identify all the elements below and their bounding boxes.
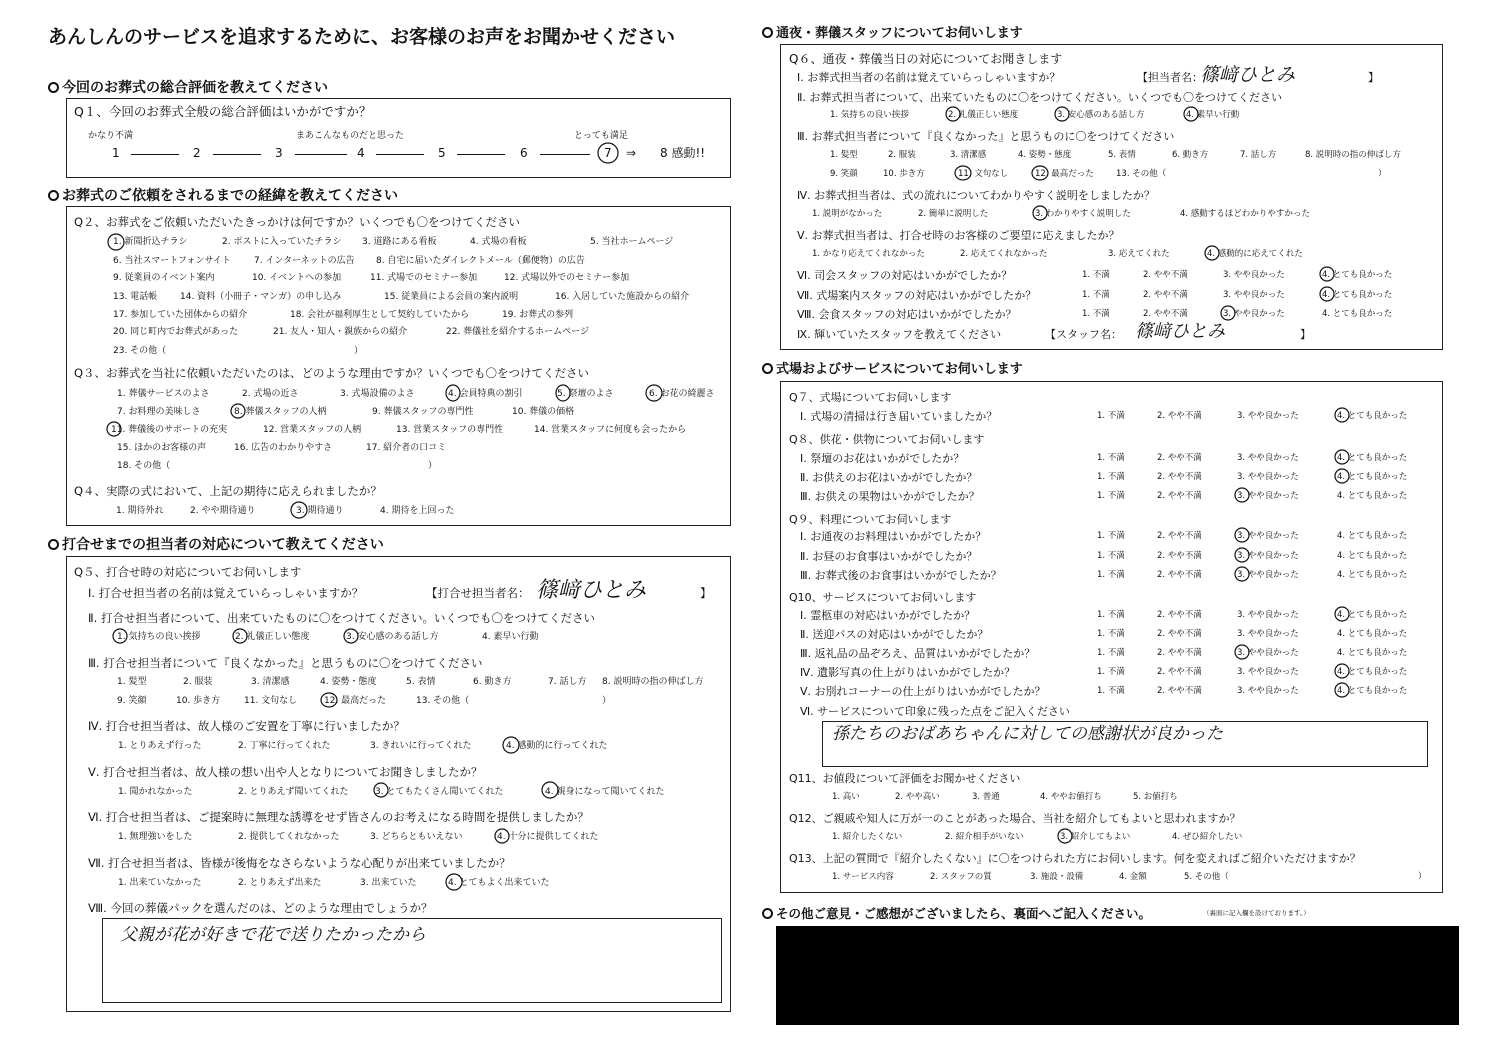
q2-option[interactable]: 6. 当社スマートフォンサイト <box>113 256 231 266</box>
q3-option[interactable]: 11. 葬儀後のサポートの充実 <box>111 425 228 435</box>
q5-i2-text: Ⅱ. 打合せ担当者について、出来ていたものに〇をつけてください。いくつでも〇をつけてください <box>88 611 596 625</box>
q6-i3-option-selected[interactable]: 12. 最高だった <box>1035 169 1094 179</box>
q5-i4-option[interactable]: 1. とりあえず行った <box>118 741 202 751</box>
q6-i3-option-selected[interactable]: 11. 文句なし <box>958 169 1009 179</box>
q2-option[interactable]: 7. インターネットの広告 <box>254 256 355 266</box>
q2-option[interactable]: 2. ポストに入っていたチラシ <box>222 237 342 247</box>
q5-i6-option-selected[interactable]: 4. 十分に提供してくれた <box>497 832 599 842</box>
q11-option[interactable]: 1. 高い <box>832 792 860 802</box>
rating-option[interactable]: 2. やや不満 <box>1157 453 1202 463</box>
q3-option[interactable]: 12. 営業スタッフの人柄 <box>263 425 362 435</box>
q5-i7-option-selected[interactable]: 4. とてもよく出来ていた <box>448 878 550 888</box>
q6-i3-option[interactable]: 8. 説明時の指の伸ばし方 <box>1305 150 1401 160</box>
rating-option[interactable]: 2. やや不満 <box>1157 491 1202 501</box>
q6-i4-text: Ⅳ. お葬式担当者は、式の流れについてわかりやすく説明をしましたか？ <box>797 189 1155 202</box>
q6-i1-text: Ⅰ. お葬式担当者の名前は覚えていらっしゃいますか？ <box>797 71 1061 84</box>
rating-option[interactable]: 3. やや良かった <box>1237 472 1299 482</box>
bullet-icon <box>762 363 773 374</box>
q6-i4-option[interactable]: 1. 説明がなかった <box>812 209 883 219</box>
rating-option[interactable]: 1. 不満 <box>1097 411 1125 421</box>
comments-note: （裏面に記入欄を設けております。） <box>1203 909 1310 917</box>
q3-option-other-close: ） <box>428 461 438 471</box>
rating-option[interactable]: 1. 不満 <box>1082 270 1110 280</box>
q5-i3-option[interactable]: 11. 文句なし <box>244 696 298 706</box>
q5-i3-option-other[interactable]: 13. その他（ <box>416 696 470 706</box>
rating-option-selected[interactable]: 4. とても良かった <box>1337 411 1408 421</box>
q3-option[interactable]: 9. 葬儀スタッフの専門性 <box>372 407 474 417</box>
rating-option[interactable]: 2. やや不満 <box>1157 629 1202 639</box>
q5-i6-option[interactable]: 1. 無理強いをした <box>118 832 193 842</box>
q5-i5-option-selected[interactable]: 4. 親身になって聞いてくれた <box>545 787 665 797</box>
rating-option[interactable]: 1. 不満 <box>1097 648 1125 658</box>
q6-i9-text: Ⅸ. 輝いていたスタッフを教えてください <box>797 328 1002 341</box>
rating-option[interactable]: 4. とても良かった <box>1337 629 1408 639</box>
section-header-overall: 今回のお葬式の総合評価を教えてください <box>48 80 328 97</box>
q6-i5-option[interactable]: 2. 応えてくれなかった <box>960 249 1048 259</box>
rating-option[interactable]: 2. やや不満 <box>1157 610 1202 620</box>
rating-option-selected[interactable]: 4. とても良かった <box>1337 453 1408 463</box>
q12-option[interactable]: 4. ぜひ紹介したい <box>1172 832 1243 842</box>
q5-i6-option[interactable]: 3. どちらともいえない <box>370 832 463 842</box>
rating-option[interactable]: 1. 不満 <box>1082 309 1110 319</box>
q5-i2-option[interactable]: 3. 安心感のある話し方 <box>346 632 439 642</box>
q10-item: Ⅳ. 遺影写真の仕上がりはいかがでしたか？ <box>800 666 1016 679</box>
scale-7-selected[interactable]: 7 <box>604 146 612 160</box>
q6-i5-option[interactable]: 3. 応えてくれた <box>1108 249 1170 259</box>
bracket-close: ） <box>602 696 612 706</box>
scale-6[interactable]: 6 <box>520 146 528 160</box>
q11-option[interactable]: 5. お値打ち <box>1133 792 1178 802</box>
q13-option-other[interactable]: 5. その他（ <box>1184 872 1229 882</box>
q2-option[interactable]: 16. 入居していた施設からの紹介 <box>555 292 690 302</box>
planner-name-handwritten[interactable]: 篠﨑ひとみ <box>536 578 647 603</box>
q3-option[interactable]: 6. お花の綺麗さ <box>649 389 715 399</box>
q2-option[interactable]: 1. 新聞折込チラシ <box>113 237 188 247</box>
q5-i3-option[interactable]: 6. 動き方 <box>473 677 512 687</box>
scale-1[interactable]: 1 <box>112 146 120 160</box>
q13-text: Q13、上記の質問で『紹介したくない』に〇をつけられた方にお伺いします。何を変えればご紹介いただけますか？ <box>789 852 1361 865</box>
q5-i3-text: Ⅲ. 打合せ担当者について『良くなかった』と思うものに〇をつけてください <box>88 656 483 670</box>
rating-option-selected[interactable]: 4. とても良かった <box>1322 290 1393 300</box>
section-header-planner: 打合せまでの担当者の対応について教えてください <box>48 537 384 554</box>
q2-option[interactable]: 14. 資料（小冊子・マンガ）の申し込み <box>180 292 342 302</box>
q2-option[interactable]: 3. 道路にある看板 <box>362 237 437 247</box>
q5-text: Q５、打合せ時の対応についてお伺いします <box>74 565 302 579</box>
q2-option-other-close: ） <box>354 346 364 356</box>
q2-option[interactable]: 4. 式場の看板 <box>470 237 527 247</box>
rating-option[interactable]: 1. 不満 <box>1097 551 1125 561</box>
scale-3[interactable]: 3 <box>275 146 283 160</box>
q6-i2-option[interactable]: 2. 礼儀正しい態度 <box>948 110 1019 120</box>
bullet-icon <box>762 908 773 919</box>
q5-i5-text: Ⅴ. 打合せ担当者は、故人様の想い出や人となりについてお聞きしましたか？ <box>88 765 483 779</box>
q2-option[interactable]: 8. 自宅に届いたダイレクトメール（郵便物）の広告 <box>376 256 585 266</box>
q5-i6-text: Ⅵ. 打合せ担当者は、ご提案時に無理な誘導をせず皆さんのお考えになる時間を提供しましたか？ <box>88 810 589 824</box>
q4-option[interactable]: 4. 期待を上回った <box>380 506 455 516</box>
rating-option[interactable]: 2. やや不満 <box>1157 411 1202 421</box>
rating-option-selected[interactable]: 3. やや良かった <box>1237 648 1299 658</box>
q9-item: Ⅲ. お葬式後のお食事はいかがでしたか？ <box>800 569 1002 582</box>
q2-text: Q２、お葬式をご依頼いただいたきっかけは何ですか？いくつでも〇をつけてください <box>74 215 521 229</box>
q5-i4-option[interactable]: 2. 丁寧に行ってくれた <box>238 741 331 751</box>
rating-option-selected[interactable]: 4. とても良かった <box>1337 686 1408 696</box>
rating-option[interactable]: 4. とても良かった <box>1337 551 1408 561</box>
rating-option-selected[interactable]: 4. とても良かった <box>1337 472 1408 482</box>
q8-item: Ⅲ. お供えの果物はいかがでしたか？ <box>800 490 980 503</box>
bullet-icon <box>762 27 773 38</box>
rating-option[interactable]: 1. 不満 <box>1097 610 1125 620</box>
q9-item: Ⅱ. お昼のお食事はいかがでしたか？ <box>800 550 978 563</box>
q5-i6-option[interactable]: 2. 提供してくれなかった <box>238 832 340 842</box>
q3-option[interactable]: 14. 営業スタッフに何度も会ったから <box>534 425 687 435</box>
q10-handwritten-answer[interactable]: 孫たちのおばあちゃんに対しての感謝状が良かった <box>832 724 1223 744</box>
q3-option[interactable]: 4. 会員特典の割引 <box>448 389 523 399</box>
scale-label-high: とっても満足 <box>574 131 628 141</box>
q9-item: Ⅰ. お通夜のお料理はいかがでしたか？ <box>800 530 987 543</box>
q2-option[interactable]: 22. 葬儀社を紹介するホームページ <box>446 327 589 337</box>
q5-i5-option[interactable]: 2. とりあえず聞いてくれた <box>238 787 349 797</box>
q6-i3-option[interactable]: 4. 姿勢・態度 <box>1018 150 1072 160</box>
q5-i8-handwritten-answer[interactable]: 父親が花が好きで花で送りたかったから <box>120 925 426 945</box>
page-title: あんしんのサービスを追求するために、お客様のお声をお聞かせください <box>48 26 676 48</box>
rating-option[interactable]: 2. やや不満 <box>1143 309 1188 319</box>
rating-option[interactable]: 1. 不満 <box>1097 531 1125 541</box>
q11-text: Q11、お値段について評価をお聞かせください <box>789 772 1021 785</box>
q9-text: Q９、料理についてお伺いします <box>789 513 952 526</box>
q6-i3-option[interactable]: 2. 服装 <box>888 150 916 160</box>
rating-option[interactable]: 3. やや良かった <box>1223 290 1285 300</box>
q11-option[interactable]: 3. 普通 <box>972 792 1000 802</box>
rating-option[interactable]: 2. やや不満 <box>1157 667 1202 677</box>
q3-text: Q３、お葬式を当社に依頼いただいたのは、どのような理由ですか？いくつでも〇をつけてください <box>74 366 590 380</box>
q5-i3-option[interactable]: 10. 歩き方 <box>176 696 221 706</box>
q2-option-other[interactable]: 23. その他（ <box>113 346 167 356</box>
q5-i2-option[interactable]: 2. 礼儀正しい態度 <box>235 632 310 642</box>
q12-option[interactable]: 2. 紹介相手がいない <box>945 832 1024 842</box>
q5-i3-option[interactable]: 7. 話し方 <box>548 677 587 687</box>
rating-option[interactable]: 4. とても良かった <box>1337 570 1408 580</box>
q2-option[interactable]: 15. 従業員による会員の案内説明 <box>384 292 519 302</box>
q2-option[interactable]: 13. 電話帳 <box>113 292 158 302</box>
q6-i3-option[interactable]: 10. 歩き方 <box>883 169 925 179</box>
q6-i3-option[interactable]: 3. 清潔感 <box>950 150 987 160</box>
q5-i3-option[interactable]: 1. 髪型 <box>117 677 147 687</box>
rating-option[interactable]: 2. やや不満 <box>1157 686 1202 696</box>
q2-option[interactable]: 10. イベントへの参加 <box>252 273 342 283</box>
q8-item: Ⅰ. 祭壇のお花はいかがでしたか？ <box>800 452 965 465</box>
q5-i4-option[interactable]: 3. きれいに行ってくれた <box>370 741 472 751</box>
q5-i7-option[interactable]: 3. 出来ていた <box>360 878 417 888</box>
q12-option[interactable]: 1. 紹介したくない <box>832 832 903 842</box>
rating-option[interactable]: 3. やや良かった <box>1223 270 1285 280</box>
q6-i3-option[interactable]: 7. 話し方 <box>1240 150 1277 160</box>
q2-option[interactable]: 20. 同じ町内でお葬式があった <box>113 327 239 337</box>
rating-option-selected[interactable]: 4. とても良かった <box>1337 610 1408 620</box>
q5-i2-option[interactable]: 4. 素早い行動 <box>482 632 539 642</box>
bullet-icon <box>48 82 59 93</box>
rating-option-selected[interactable]: 4. とても良かった <box>1337 667 1408 677</box>
rating-option[interactable]: 4. とても良かった <box>1337 491 1408 501</box>
q6-i2-text: Ⅱ. お葬式担当者について、出来ていたものに〇をつけてください。いくつでも〇をつけてください <box>797 91 1282 104</box>
q3-option[interactable]: 17. 紹介者の口コミ <box>366 443 447 453</box>
q6-i4-option[interactable]: 4. 感動するほどわかりやすかった <box>1180 209 1310 219</box>
q6-i4-option[interactable]: 2. 簡単に説明した <box>918 209 989 219</box>
q6-i1-label: 【担当者名： <box>1137 71 1203 84</box>
rating-option[interactable]: 2. やや不満 <box>1143 270 1188 280</box>
q4-text: Q４、実際の式において、上記の期待に応えられましたか？ <box>74 484 382 498</box>
q5-i5-option[interactable]: 3. とてもたくさん聞いてくれた <box>375 787 504 797</box>
q6-i4-option-selected[interactable]: 3. わかりやすく説明した <box>1035 209 1131 219</box>
redacted-area <box>776 926 1459 1025</box>
q4-option-selected[interactable]: 3. 期待通り <box>296 506 344 516</box>
q5-i4-text: Ⅳ. 打合せ担当者は、故人様のご安置を丁寧に行いましたか？ <box>88 719 405 733</box>
q11-option[interactable]: 2. やや高い <box>895 792 940 802</box>
q6-i2-option[interactable]: 4. 素早い行動 <box>1186 110 1240 120</box>
q13-option[interactable]: 2. スタッフの質 <box>930 872 992 882</box>
q6-i5-option[interactable]: 1. かなり応えてくれなかった <box>812 249 925 259</box>
rating-option[interactable]: 2. やや不満 <box>1157 648 1202 658</box>
arrow-icon: ⇒ <box>626 146 637 160</box>
rating-option-selected[interactable]: 3. やや良かった <box>1223 309 1285 319</box>
q3-option[interactable]: 5. 祭壇のよさ <box>557 389 614 399</box>
q10-item: Ⅲ. 返礼品の品ぞろえ、品質はいかがでしたか？ <box>800 647 1036 660</box>
rating-option[interactable]: 2. やや不満 <box>1157 551 1202 561</box>
q6-i6-text: Ⅵ. 司会スタッフの対応はいかがでしたか？ <box>797 269 1013 282</box>
q8-text: Q８、供花・供物についてお伺いします <box>789 433 985 446</box>
q6-i5-text: Ⅴ. お葬式担当者は、打合せ時のお客様のご要望に応えましたか？ <box>797 229 1120 242</box>
q5-i3-option[interactable]: 8. 説明時の指の伸ばし方 <box>602 677 704 687</box>
q5-i3-option[interactable]: 2. 服装 <box>183 677 213 687</box>
scale-4[interactable]: 4 <box>357 146 365 160</box>
q5-i4-option-selected[interactable]: 4. 感動的に行ってくれた <box>506 741 608 751</box>
rating-option[interactable]: 1. 不満 <box>1097 686 1125 696</box>
rating-option[interactable]: 3. やや良かった <box>1237 610 1299 620</box>
section-header-staff: 通夜・葬儀スタッフについてお伺いします <box>762 26 1023 42</box>
staff-name-handwritten[interactable]: 篠﨑ひとみ <box>1135 321 1225 342</box>
q6-i7-text: Ⅶ. 式場案内スタッフの対応はいかがでしたか？ <box>797 289 1037 302</box>
q2-option[interactable]: 19. お葬式の参列 <box>502 310 574 320</box>
q3-option[interactable]: 3. 式場設備のよさ <box>340 389 415 399</box>
q3-option[interactable]: 8. 葬儀スタッフの人柄 <box>234 407 327 417</box>
rating-option[interactable]: 1. 不満 <box>1097 629 1125 639</box>
rating-option[interactable]: 2. やや不満 <box>1157 570 1202 580</box>
q3-option-other[interactable]: 18. その他（ <box>117 461 171 471</box>
q5-i3-option[interactable]: 9. 笑顔 <box>117 696 147 706</box>
q6-i2-option[interactable]: 3. 安心感のある話し方 <box>1057 110 1145 120</box>
q5-i8-text: Ⅷ. 今回の葬儀パックを選んだのは、どのような理由でしょうか？ <box>88 901 433 915</box>
rating-option[interactable]: 3. やや良かった <box>1237 629 1299 639</box>
q7-text: Q７、式場についてお伺いします <box>789 391 952 404</box>
rating-option[interactable]: 1. 不満 <box>1097 453 1125 463</box>
q6-i3-option[interactable]: 5. 表情 <box>1108 150 1136 160</box>
q5-i1-text: Ⅰ. 打合せ担当者の名前は覚えていらっしゃいますか？ <box>88 586 364 600</box>
q3-option[interactable]: 7. お料理の美味しさ <box>117 407 201 417</box>
q3-option[interactable]: 15. ほかのお客様の声 <box>117 443 207 453</box>
q3-option[interactable]: 16. 広告のわかりやすさ <box>234 443 333 453</box>
q3-option[interactable]: 1. 葬儀サービスのよさ <box>117 389 210 399</box>
q6-i2-option[interactable]: 1. 気持ちの良い挨拶 <box>830 110 909 120</box>
rating-option-selected[interactable]: 3. やや良かった <box>1237 491 1299 501</box>
rating-option[interactable]: 2. やや不満 <box>1157 472 1202 482</box>
q5-i7-option[interactable]: 1. 出来ていなかった <box>118 878 202 888</box>
q10-item: Ⅱ. 送迎バスの対応はいかがでしたか？ <box>800 628 989 641</box>
q4-option[interactable]: 1. 期待外れ <box>116 506 164 516</box>
bracket-close: ） <box>1418 872 1427 882</box>
q6-i3-option[interactable]: 9. 笑顔 <box>830 169 858 179</box>
section-header-venue: 式場およびサービスについてお伺いします <box>762 362 1023 378</box>
bracket-close: ） <box>1378 169 1387 179</box>
q5-i3-option[interactable]: 5. 表情 <box>406 677 436 687</box>
bracket-close: 】 <box>1300 328 1311 341</box>
q5-i3-option[interactable]: 3. 清潔感 <box>251 677 290 687</box>
q3-option[interactable]: 10. 葬儀の価格 <box>512 407 575 417</box>
rating-option-selected[interactable]: 3. やや良かった <box>1237 531 1299 541</box>
q13-option[interactable]: 1. サービス内容 <box>832 872 894 882</box>
rating-option[interactable]: 1. 不満 <box>1097 570 1125 580</box>
q6-text: Q６、通夜・葬儀当日の対応についてお聞きします <box>789 52 1063 66</box>
q2-option[interactable]: 17. 参加していた団体からの紹介 <box>113 310 248 320</box>
rating-option[interactable]: 2. やや不満 <box>1143 290 1188 300</box>
rating-option-selected[interactable]: 3. やや良かった <box>1237 570 1299 580</box>
q13-option[interactable]: 3. 施設・設備 <box>1030 872 1084 882</box>
rating-option[interactable]: 3. やや良かった <box>1237 686 1299 696</box>
rating-option[interactable]: 1. 不満 <box>1097 667 1125 677</box>
q2-option[interactable]: 11. 式場でのセミナー参加 <box>370 273 478 283</box>
rating-option-selected[interactable]: 4. とても良かった <box>1322 270 1393 280</box>
q10-i6-text: Ⅵ. サービスについて印象に残った点をご記入ください <box>800 705 1070 718</box>
q7-i1-text: Ⅰ. 式場の清掃は行き届いていましたか？ <box>800 410 998 423</box>
q5-i7-text: Ⅶ. 打合せ担当者は、皆様が後悔をなさらないような心配りが出来ていましたか？ <box>88 856 511 870</box>
q5-i1-label: 【打合せ担当者名： <box>426 586 530 600</box>
rating-option[interactable]: 4. とても良かった <box>1322 309 1393 319</box>
q2-option[interactable]: 21. 友人・知人・親族からの紹介 <box>273 327 408 337</box>
bracket-close: 】 <box>700 586 712 600</box>
scale-2[interactable]: 2 <box>193 146 201 160</box>
q2-option[interactable]: 5. 当社ホームページ <box>590 237 674 247</box>
q6-i3-text: Ⅲ. お葬式担当者について『良くなかった』と思うものに〇をつけてください <box>797 130 1175 143</box>
q1-text: Q１、今回のお葬式全般の総合評価はいかがですか？ <box>74 104 372 119</box>
q8-item: Ⅱ. お供えのお花はいかがでしたか？ <box>800 471 978 484</box>
q3-option[interactable]: 2. 式場の近さ <box>242 389 299 399</box>
funeral-staff-name-handwritten[interactable]: 篠﨑ひとみ <box>1200 64 1296 86</box>
q10-text: Q10、サービスについてお伺いします <box>789 591 977 604</box>
rating-option[interactable]: 1. 不満 <box>1082 290 1110 300</box>
scale-label-low: かなり不満 <box>88 131 134 141</box>
bullet-icon <box>48 539 59 550</box>
bracket-close: 】 <box>1368 71 1379 84</box>
q3-option[interactable]: 13. 営業スタッフの専門性 <box>396 425 504 435</box>
q11-option[interactable]: 4. ややお値打ち <box>1040 792 1102 802</box>
q6-i8-text: Ⅷ. 会食スタッフの対応はいかがでしたか？ <box>797 308 1017 321</box>
rating-option[interactable]: 4. とても良かった <box>1337 531 1408 541</box>
q12-option-selected[interactable]: 3. 紹介してもよい <box>1060 832 1131 842</box>
rating-option[interactable]: 1. 不満 <box>1097 491 1125 501</box>
q10-item: Ⅴ. お別れコーナーの仕上がりはいかがでしたか？ <box>800 685 1046 698</box>
q12-text: Q12、ご親戚や知人に万が一のことがあった場合、当社を紹介してもよいと思われますか？ <box>789 812 1241 825</box>
rating-option[interactable]: 2. やや不満 <box>1157 531 1202 541</box>
rating-option[interactable]: 3. やや良かった <box>1237 411 1299 421</box>
q5-i3-option-selected[interactable]: 12. 最高だった <box>324 696 387 706</box>
bullet-icon <box>48 190 59 201</box>
q6-i9-label: 【スタッフ名： <box>1045 328 1122 341</box>
q6-i3-option[interactable]: 6. 動き方 <box>1172 150 1209 160</box>
q5-i2-option[interactable]: 1. 気持ちの良い挨拶 <box>117 632 201 642</box>
scale-label-mid: まあこんなものだと思った <box>296 131 405 141</box>
q2-option[interactable]: 12. 式場以外でのセミナー参加 <box>504 273 630 283</box>
q6-i3-option-other[interactable]: 13. その他（ <box>1116 169 1167 179</box>
rating-option[interactable]: 3. やや良かった <box>1237 667 1299 677</box>
rating-option-selected[interactable]: 3. やや良かった <box>1237 551 1299 561</box>
rating-option[interactable]: 4. とても良かった <box>1337 648 1408 658</box>
section-header-comments: その他ご意見・ご感想がございましたら、裏面へご記入ください。 <box>762 906 1151 921</box>
q5-i5-option[interactable]: 1. 聞かれなかった <box>118 787 193 797</box>
section-header-background: お葬式のご依頼をされるまでの経緯を教えてください <box>48 188 398 205</box>
q2-option[interactable]: 18. 会社が福利厚生として契約していたから <box>290 310 470 320</box>
q5-i3-option[interactable]: 4. 姿勢・態度 <box>320 677 377 687</box>
q6-i3-option[interactable]: 1. 髪型 <box>830 150 858 160</box>
q5-i7-option[interactable]: 2. とりあえず出来た <box>238 878 322 888</box>
q6-i5-option-selected[interactable]: 4. 感動的に応えてくれた <box>1207 249 1303 259</box>
q2-option[interactable]: 9. 従業員のイベント案内 <box>113 273 215 283</box>
rating-option[interactable]: 3. やや良かった <box>1237 453 1299 463</box>
q10-item: Ⅰ. 霊柩車の対応はいかがでしたか？ <box>800 609 976 622</box>
q13-option[interactable]: 4. 金額 <box>1119 872 1147 882</box>
scale-8[interactable]: 8 感動!! <box>660 146 706 160</box>
rating-option[interactable]: 1. 不満 <box>1097 472 1125 482</box>
scale-5[interactable]: 5 <box>438 146 446 160</box>
q4-option[interactable]: 2. やや期待通り <box>190 506 256 516</box>
